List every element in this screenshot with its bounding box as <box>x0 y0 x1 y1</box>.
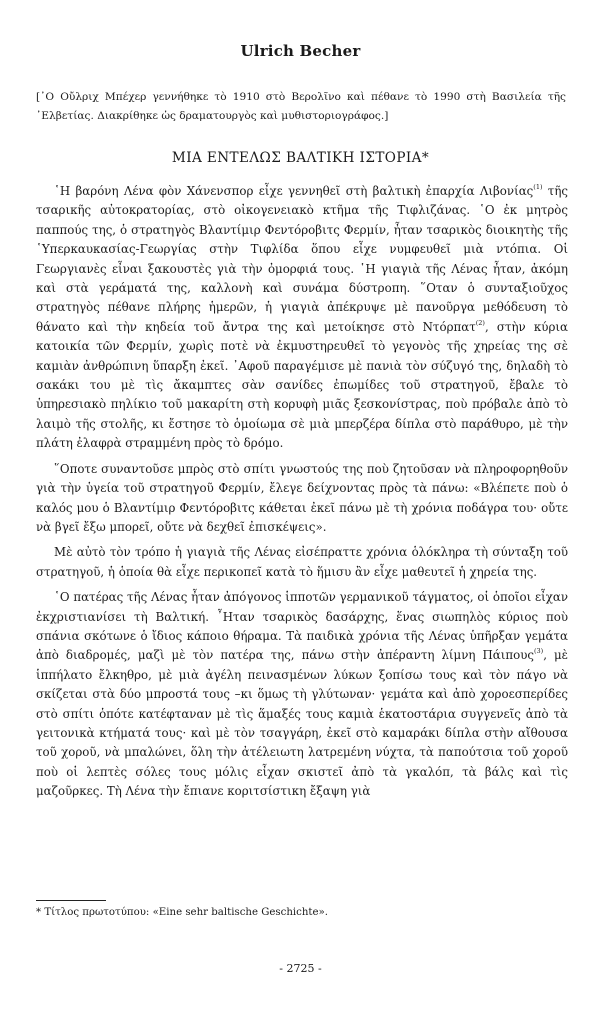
page-number: - 2725 - <box>279 962 322 975</box>
paragraph-1 <box>36 182 568 454</box>
paragraph-2 <box>36 460 568 538</box>
paragraph-text: ῞Οποτε συναντοῦσε μπρὸς στὸ σπίτι γνωστούς της ποὺ ζητοῦσαν νὰ πληροφορηθοῦν γιὰ τὴν ὑγεία τοῦ στρατηγοῦ Φερμίν, ἔλεγε δείχνοντας πρὸς τὰ πάνω: «Βλέπετε ποὺ ὁ καλός μου ὁ Βλαντίμιρ Φεντόροβιτς κάθεται ἐκεῖ πάνω μὲ τὴ χρόνια ποδάγρα του· οὔτε νὰ βγεῖ ἔξω μπορεῖ, οὔτε νὰ δεχθεῖ ἐπισκέψεις». <box>36 461 568 534</box>
paragraph-3 <box>36 543 568 582</box>
paragraph-text: , στὴν κύρια κατοικία τῶν Φερμίν, χωρὶς ποτὲ νὰ ἐκμυστηρευθεῖ τὸ γεγονὸς τῆς χηρείας της σὲ καμιὰν ἀνθρώπινη ὕπαρξη ἐκεῖ. ᾿Αφοῦ παραγέμισε μὲ πανιὰ τὸν σύζυγό της, δηλαδὴ τὸ σακάκι του μὲ τὶς ἄκαμπτες σὰν σανίδες ἐπωμίδες τοῦ στρατηγοῦ, ἔβαλε τὸ ὑπηρεσιακὸ πηλίκιο τοῦ μακαρίτη στὴ κορυφὴ μιᾶς ξεσκονίστρας, ποὺ πρόβαλε ἀπὸ τὸ λαιμὸ τῆς στολῆς, κι ἔστησε τὸ ὁμοίωμα σὲ μιὰ μπερζέρα δίπλα στὸ παράθυρο, μὲ τὴν πλάτη ἐλαφρὰ στραμμένη πρὸς τὸ δρόμο. <box>36 319 568 451</box>
story-title: ΜΙΑ ΕΝΤΕΛΩΣ ΒΑΛΤΙΚΗ ΙΣΤΟΡΙΑ* <box>171 150 430 166</box>
footnote-divider <box>36 900 106 901</box>
paragraph-text: τῆς τσαρικῆς αὐτοκρατορίας, στὸ οἰκογενειακὸ κτῆμα τῆς Τιφλιζάνας. ῾Ο ἐκ μητρὸς παππούς της, ὁ στρατηγὸς Βλαντίμιρ Φεντόροβιτς Φερμίν, ἦταν τσαρικὸς διοικητὴς τῆς ῾Υπερκαυκασίας-Γεωργίας στὴν Τιφλίδα ὅπου εἶχε νυμφευθεῖ μιὰ ντόπια. Οἱ Γεωργιανὲς εἶναι ξακουστὲς γιὰ τὴν ὀμορφιά τους. ῾Η γιαγιὰ τῆς Λένας ἦταν, ἀκόμη καὶ στὰ γεράματά της, καλλονὴ καὶ συνάμα δύστροπη. ῞Οταν ὁ συνταξιοῦχος στρατηγὸς πέθανε πλήρης ἡμερῶν, ἡ γιαγιὰ ἀπέκρυψε μὲ πανοῦργα μεθόδευση τὸ θάνατο καὶ τὴν κηδεία τοῦ ἄντρα της καὶ μετοίκησε στὸ Ντόρπατ <box>36 184 568 334</box>
paragraph-text: ῾Η βαρόνη Λένα φὸν Χάνενσπορ εἶχε γεννηθεῖ στὴ βαλτικὴ ἐπαρχία Λιβονίας <box>54 184 534 198</box>
paragraph-4 <box>36 588 568 801</box>
footnote: * Τίτλος πρωτοτύπου: «Eine sehr baltische Geschichte». <box>36 907 329 918</box>
footnote-marker-2: (2) <box>475 318 485 327</box>
author-name: Ulrich Becher <box>240 42 361 60</box>
footnote-marker-3: (3) <box>534 647 544 656</box>
paragraph-text: , μὲ ἱππήλατο ἔλκηθρο, μὲ μιὰ ἀγέλη πεινασμένων λύκων ξοπίσω τους καὶ τὸν πάγο νὰ σκίζεται στὰ δύο μπροστά τους –κι ὅμως τὴ γλύτωναν· γεμάτα καὶ ἀπὸ χοροεσπερίδες στὸ σπίτι ὁπότε κατέφταναν μὲ τὶς ἅμαξές τους καμιὰ ἑκατοστάρια συγγενεῖς ἀπὸ τὰ γειτονικὰ κτήματά τους· καὶ μὲ τὸν τσαγγάρη, ἐκεῖ στὸ καμαράκι δίπλα στὴν αἴθουσα τοῦ χοροῦ, νὰ μπαλώνει, ὅλη τὴν ἀτέλειωτη λατρεμένη νύχτα, τὰ παπούτσια τοῦ χοροῦ ποὺ οἱ λεπτὲς σόλες τους μόλις εἶχαν σκιστεῖ ἀπὸ τὰ γκαλόπ, τὰ βάλς καὶ τὶς μαζοῦρκες. Τὴ Λένα τὴν ἔπιανε κοριτσίστικη ἔξαψη γιὰ <box>36 648 568 799</box>
author-bio: [᾿Ο Οὔλριχ Μπέχερ γεννήθηκε τὸ 1910 στὸ Βερολῖνο καὶ πέθανε τὸ 1990 στὴ Βασιλεία τῆς ᾿Ελβετίας. Διακρίθηκε ὡς δραματουργὸς καὶ μυθιστοριογράφος.] <box>36 91 566 122</box>
story-body <box>36 182 568 808</box>
footnote-marker-1: (1) <box>533 183 543 191</box>
paragraph-text: ῾Ο πατέρας τῆς Λένας ἦταν ἀπόγονος ἱπποτῶν γερμανικοῦ τάγματος, οἱ ὁποῖοι εἶχαν ἐκχριστιανίσει τὴ Βαλτική. ῏Ηταν τσαρικὸς δασάρχης, ἕνας σιωπηλὸς κύριος ποὺ σπάνια σκότωνε ὁ ἴδιος κάποιο θήραμα. Τὰ παιδικὰ χρόνια τῆς Λένας ὑπῆρξαν γεμάτα ἀπὸ διαδρομές, μαζὶ μὲ τὸν πατέρα της, πάνω στὴν ἀπέραντη λίμνη Πάιπους <box>36 590 568 663</box>
paragraph-text: Μὲ αὐτὸ τὸν τρόπο ἡ γιαγιὰ τῆς Λένας εἰσέπραττε χρόνια ὁλόκληρα τὴ σύνταξη τοῦ στρατηγοῦ, ἡ ὁποία θὰ εἶχε περικοπεῖ κατὰ τὸ ἥμισυ ἂν εἶχε μαθευτεῖ ἡ χηρεία της. <box>36 545 568 579</box>
